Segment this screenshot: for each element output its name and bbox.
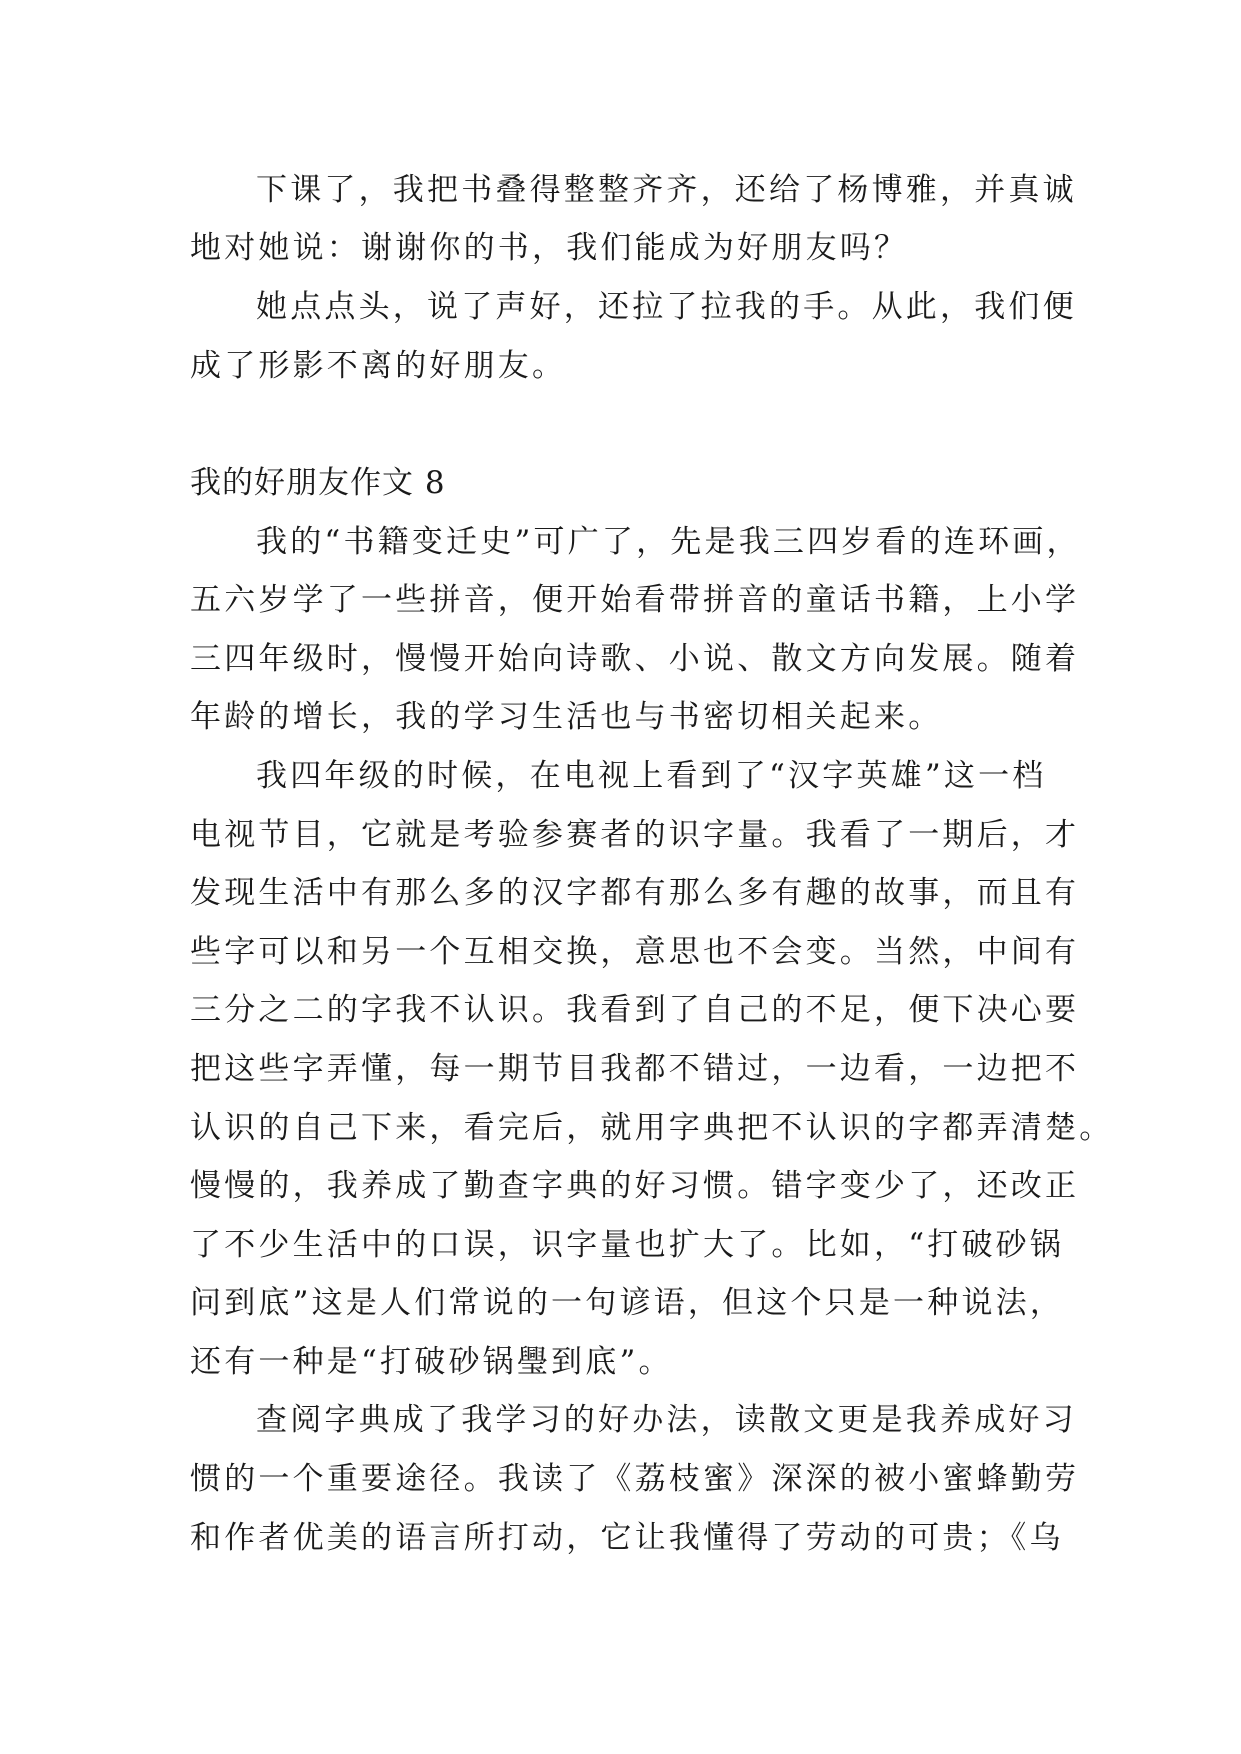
paragraph-line: 问到底”这是人们常说的一句谚语，但这个只是一种说法，	[190, 1285, 1065, 1321]
paragraph-line: 了不少生活中的口误，识字量也扩大了。比如，“打破砂锅	[190, 1227, 1065, 1263]
paragraph-line: 五六岁学了一些拼音，便开始看带拼音的童话书籍，上小学	[190, 582, 1080, 618]
paragraph-line: 她点点头，说了声好，还拉了拉我的手。从此，我们便	[256, 289, 1077, 325]
paragraph-line: 些字可以和另一个互相交换，意思也不会变。当然，中间有	[190, 934, 1080, 970]
paragraph-line: 成了形影不离的好朋友。	[190, 348, 567, 384]
paragraph-line: 把这些字弄懂，每一期节目我都不错过，一边看，一边把不	[190, 1051, 1080, 1087]
paragraph-line: 还有一种是“打破砂锅璺到底”。	[190, 1344, 673, 1380]
paragraph-line: 下课了，我把书叠得整整齐齐，还给了杨博雅，并真诚	[256, 172, 1077, 208]
paragraph-line: 查阅字典成了我学习的好办法，读散文更是我养成好习	[256, 1402, 1077, 1438]
paragraph-line: 我四年级的时候，在电视上看到了“汉字英雄”这一档	[256, 758, 1047, 794]
paragraph-line: 年龄的增长，我的学习生活也与书密切相关起来。	[190, 699, 943, 735]
paragraph-line: 地对她说：谢谢你的书，我们能成为好朋友吗？	[190, 230, 909, 266]
paragraph-line: 慢慢的，我养成了勤查字典的好习惯。错字变少了，还改正	[190, 1168, 1080, 1204]
paragraph-line: 电视节目，它就是考验参赛者的识字量。我看了一期后，才	[190, 817, 1080, 853]
paragraph-line: 和作者优美的语言所打动，它让我懂得了劳动的可贵；《乌	[190, 1520, 1064, 1556]
section-heading: 我的好朋友作文 8	[190, 465, 446, 501]
paragraph-line: 认识的自己下来，看完后，就用字典把不认识的字都弄清楚。	[190, 1110, 1114, 1146]
paragraph-line: 三分之二的字我不认识。我看到了自己的不足，便下决心要	[190, 992, 1080, 1028]
paragraph-line: 惯的一个重要途径。我读了《荔枝蜜》深深的被小蜜蜂勤劳	[190, 1461, 1080, 1497]
paragraph-line: 我的“书籍变迁史”可广了，先是我三四岁看的连环画，	[256, 524, 1081, 560]
paragraph-line: 发现生活中有那么多的汉字都有那么多有趣的故事，而且有	[190, 875, 1080, 911]
paragraph-line: 三四年级时，慢慢开始向诗歌、小说、散文方向发展。随着	[190, 641, 1080, 677]
